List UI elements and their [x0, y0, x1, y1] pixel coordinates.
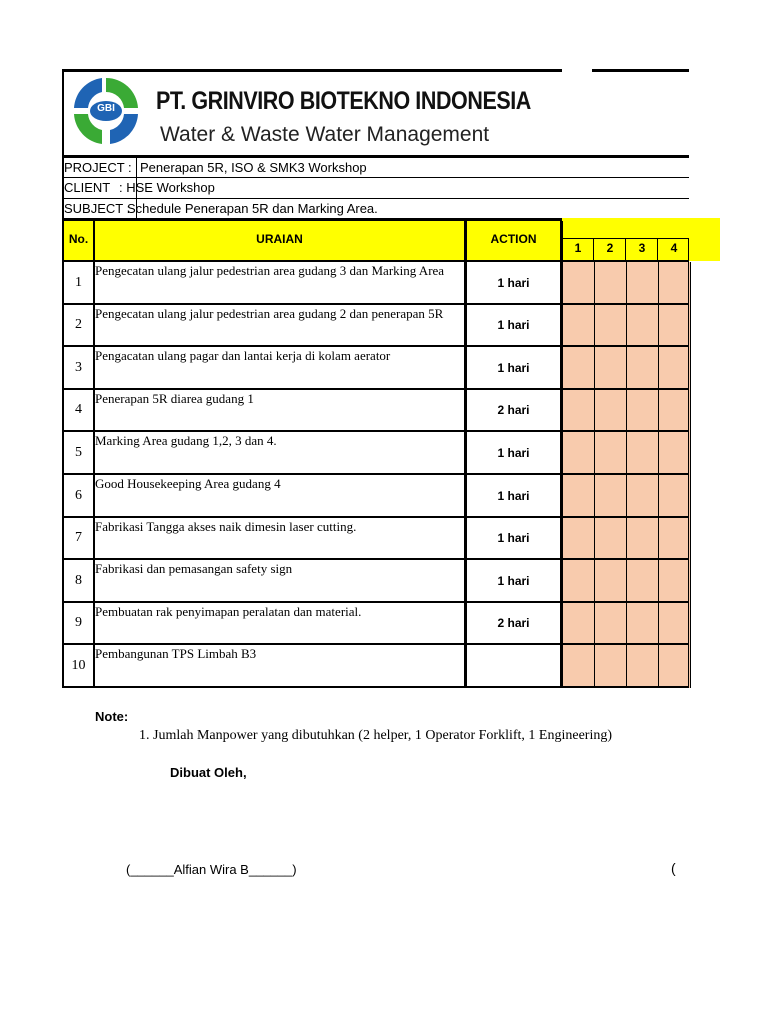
- schedule-cell-week-2[interactable]: [595, 347, 627, 390]
- schedule-cell-week-3[interactable]: [627, 560, 659, 603]
- table-row: [62, 603, 689, 645]
- schedule-cell-week-1[interactable]: [563, 560, 595, 603]
- row-action: 1 hari: [497, 531, 530, 545]
- schedule-cell-week-3[interactable]: [627, 347, 659, 390]
- week-header-divider: [625, 239, 626, 261]
- schedule-cell-week-3[interactable]: [627, 305, 659, 347]
- week-label-3: 3: [627, 241, 657, 255]
- made-by-label: Dibuat Oleh,: [170, 765, 247, 780]
- schedule-cell-week-1[interactable]: [563, 603, 595, 645]
- frame-top-line: [62, 69, 562, 72]
- client-value: : HSE Workshop: [119, 180, 215, 195]
- schedule-cell-week-4[interactable]: [659, 347, 691, 390]
- schedule-cell-week-2[interactable]: [595, 390, 627, 432]
- schedule-cell-week-3[interactable]: [627, 645, 659, 688]
- row-action: 1 hari: [497, 276, 530, 290]
- signature-right-paren: (: [671, 860, 676, 876]
- row-action: 1 hari: [497, 489, 530, 503]
- row-description: Fabrikasi Tangga akses naik dimesin laser cutting.: [95, 519, 357, 534]
- row-number: 4: [75, 402, 82, 417]
- schedule-cell-week-2[interactable]: [595, 432, 627, 475]
- schedule-cell-week-1[interactable]: [563, 347, 595, 390]
- row-action: 1 hari: [497, 446, 530, 460]
- signature-name: (______Alfian Wira B______): [126, 862, 297, 877]
- row-number: 5: [75, 445, 82, 460]
- week-header-divider: [657, 239, 658, 261]
- schedule-cell-week-4[interactable]: [659, 645, 691, 688]
- schedule-cell-week-2[interactable]: [595, 262, 627, 305]
- week-label-1: 1: [563, 241, 593, 255]
- schedule-cell-week-2[interactable]: [595, 518, 627, 560]
- schedule-cell-week-3[interactable]: [627, 390, 659, 432]
- row-description: Penerapan 5R diarea gudang 1: [95, 391, 254, 406]
- row-description: Pembangunan TPS Limbah B3: [95, 646, 257, 661]
- table-row: [62, 432, 689, 475]
- frame-top-line-right: [592, 69, 689, 72]
- schedule-cell-week-1[interactable]: [563, 518, 595, 560]
- schedule-cell-week-4[interactable]: [659, 518, 691, 560]
- row-description: Pengecatan ulang jalur pedestrian area gudang 3 dan Marking Area: [95, 263, 445, 278]
- table-row: [62, 305, 689, 347]
- row-number: 8: [75, 573, 82, 588]
- table-row: [62, 390, 689, 432]
- week-header-divider: [593, 239, 594, 261]
- table-row: [62, 262, 689, 305]
- schedule-cell-week-2[interactable]: [595, 645, 627, 688]
- header-uraian: URAIAN: [256, 232, 303, 246]
- project-label: PROJECT :: [64, 160, 132, 175]
- row-divider: [62, 686, 689, 688]
- row-number: 1: [75, 275, 82, 290]
- schedule-cell-week-1[interactable]: [563, 305, 595, 347]
- schedule-cell-week-3[interactable]: [627, 603, 659, 645]
- row-action: 1 hari: [497, 318, 530, 332]
- subject-label: SUBJECT :: [64, 201, 131, 216]
- table-row: [62, 475, 689, 518]
- row-number: 3: [75, 360, 82, 375]
- info-line-2: [62, 198, 689, 199]
- schedule-cell-week-4[interactable]: [659, 305, 691, 347]
- row-description: Fabrikasi dan pemasangan safety sign: [95, 561, 293, 576]
- company-name: PT. GRINVIRO BIOTEKNO INDONESIA: [156, 87, 531, 115]
- row-description: Good Housekeeping Area gudang 4: [95, 476, 281, 491]
- schedule-cell-week-3[interactable]: [627, 262, 659, 305]
- week-label-2: 2: [595, 241, 625, 255]
- row-action: 2 hari: [497, 616, 530, 630]
- row-description: Pengecatan ulang jalur pedestrian area gudang 2 dan penerapan 5R: [95, 306, 444, 321]
- row-number: 2: [75, 317, 82, 332]
- table-row: [62, 560, 689, 603]
- schedule-cell-week-1[interactable]: [563, 390, 595, 432]
- client-label: CLIENT: [64, 180, 111, 195]
- table-row: [62, 645, 689, 688]
- schedule-cell-week-1[interactable]: [563, 475, 595, 518]
- schedule-cell-week-2[interactable]: [595, 603, 627, 645]
- table-row: [62, 518, 689, 560]
- schedule-cell-week-1[interactable]: [563, 645, 595, 688]
- subject-value: Schedule Penerapan 5R dan Marking Area.: [127, 201, 378, 216]
- header-action: ACTION: [490, 232, 537, 246]
- schedule-cell-week-2[interactable]: [595, 475, 627, 518]
- schedule-cell-week-4[interactable]: [659, 390, 691, 432]
- schedule-cell-week-4[interactable]: [659, 432, 691, 475]
- project-value: Penerapan 5R, ISO & SMK3 Workshop: [140, 160, 367, 175]
- schedule-cell-week-1[interactable]: [563, 432, 595, 475]
- row-action: 2 hari: [497, 403, 530, 417]
- company-logo: [70, 74, 142, 148]
- row-number: 9: [75, 615, 82, 630]
- row-number: 6: [75, 488, 82, 503]
- info-top-line: [62, 155, 689, 158]
- schedule-cell-week-3[interactable]: [627, 518, 659, 560]
- schedule-cell-week-4[interactable]: [659, 560, 691, 603]
- schedule-cell-week-3[interactable]: [627, 475, 659, 518]
- row-description: Pengacatan ulang pagar dan lantai kerja di kolam aerator: [95, 348, 391, 363]
- header-no: No.: [68, 232, 89, 246]
- note-title: Note:: [95, 709, 129, 724]
- row-description: Pembuatan rak penyimapan peralatan dan material.: [95, 604, 362, 619]
- company-tagline: Water & Waste Water Management: [160, 123, 490, 146]
- row-number: 7: [75, 530, 82, 545]
- row-number: 10: [71, 658, 86, 673]
- logo-text: GBI: [97, 103, 115, 114]
- schedule-cell-week-4[interactable]: [659, 262, 691, 305]
- schedule-cell-week-3[interactable]: [627, 432, 659, 475]
- week-header-right-border: [688, 239, 689, 261]
- schedule-cell-week-2[interactable]: [595, 305, 627, 347]
- schedule-cell-week-4[interactable]: [659, 603, 691, 645]
- schedule-cell-week-1[interactable]: [563, 262, 595, 305]
- week-label-4: 4: [659, 241, 689, 255]
- row-action: 1 hari: [497, 574, 530, 588]
- note-item-1: 1. Jumlah Manpower yang dibutuhkan (2 helper, 1 Operator Forklift, 1 Engineering): [139, 728, 612, 743]
- schedule-cell-week-2[interactable]: [595, 560, 627, 603]
- row-action: 1 hari: [497, 361, 530, 375]
- info-line-1: [62, 177, 689, 178]
- row-description: Marking Area gudang 1,2, 3 dan 4.: [95, 433, 277, 448]
- table-row: [62, 347, 689, 390]
- schedule-right-border: [688, 262, 689, 688]
- schedule-cell-week-4[interactable]: [659, 475, 691, 518]
